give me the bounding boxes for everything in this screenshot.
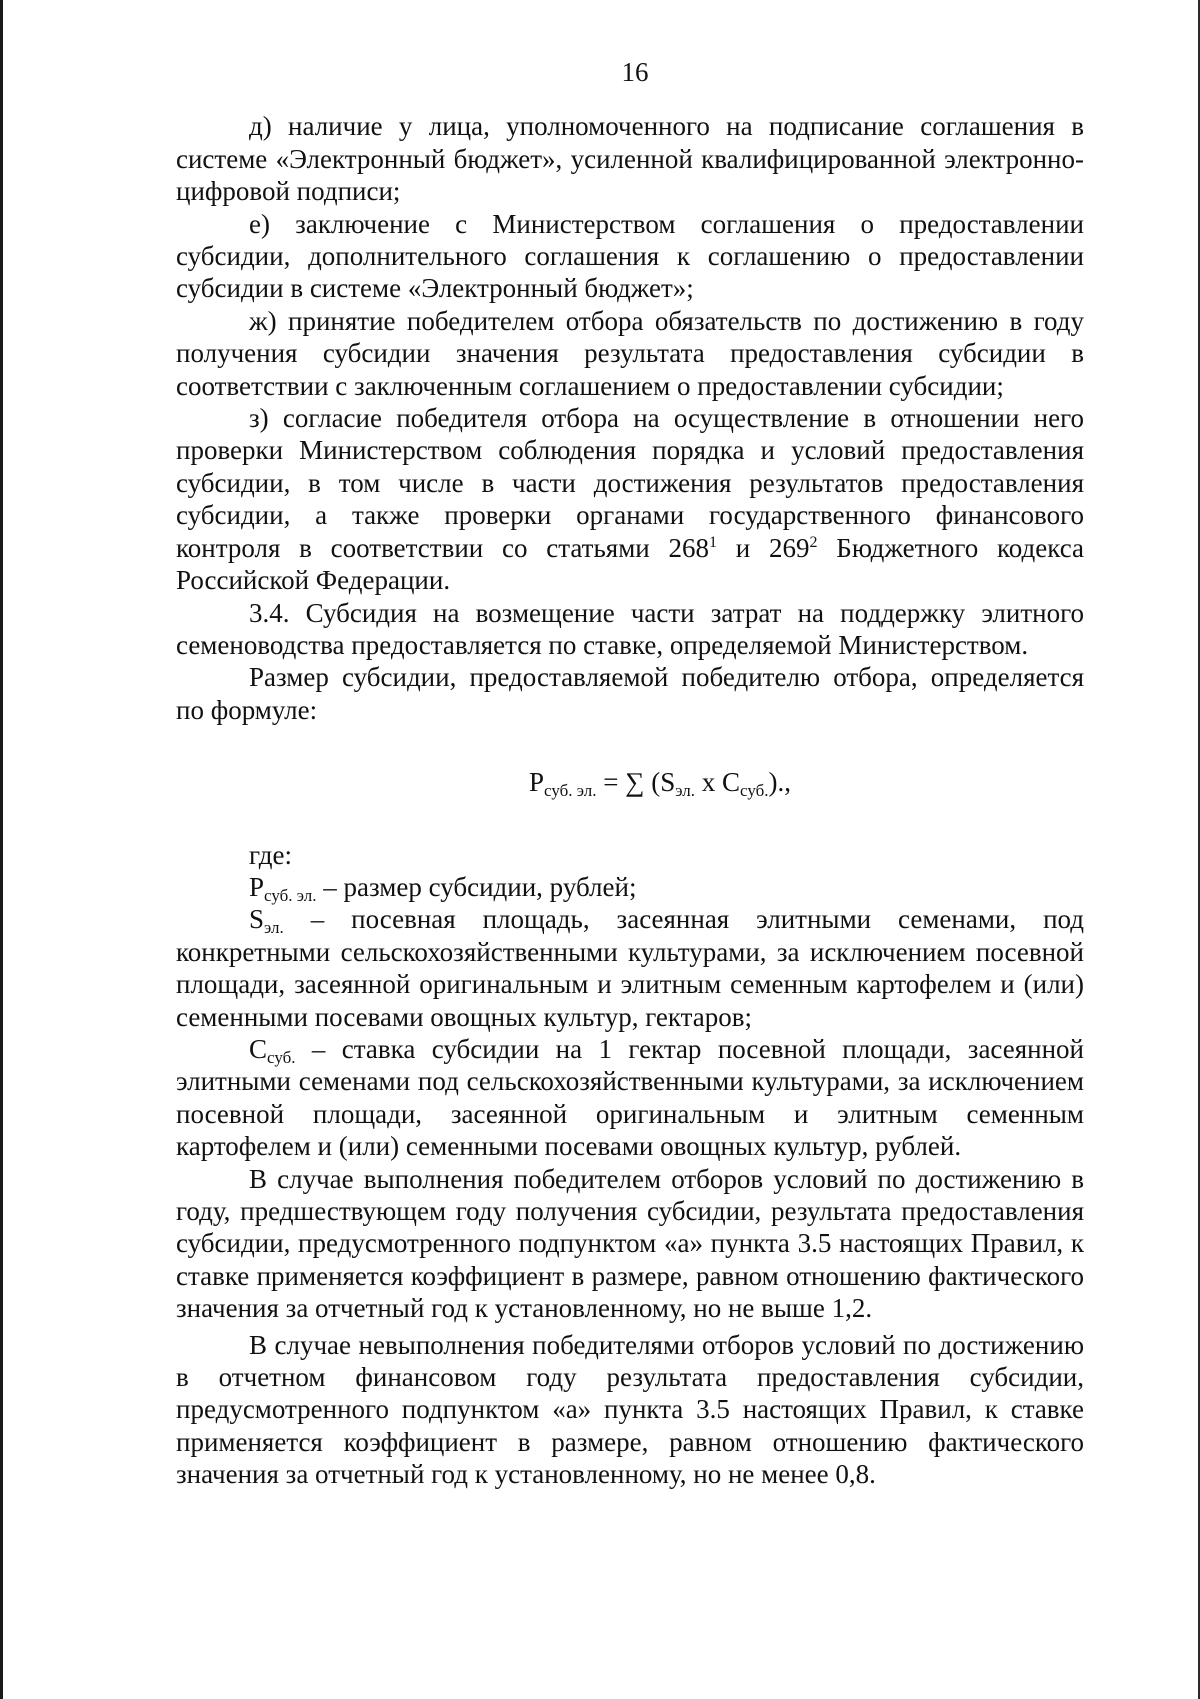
definition-p-subscript: суб. эл. xyxy=(264,885,317,905)
definition-p-symbol: P xyxy=(249,871,265,902)
item-z-text-mid: и 269 xyxy=(717,532,810,563)
page-number: 16 xyxy=(621,57,649,87)
formula-p-subscript: суб. эл. xyxy=(544,781,597,801)
scan-edge-left xyxy=(0,0,3,1699)
definition-s-text: – посевная площадь, засеянная элитными семенами, под конкретными сельскохозяйственными культурами, за исключением посевной площади, засеянной оригинальным и элитным семенным картофелем и (или) семенными посевами овощных культур, гектаров; xyxy=(176,904,1084,1032)
item-zh: ж) принятие победителем отбора обязательств по достижению в году получения субсидии значения результата предоставления субсидии в соответствии с заключенным соглашением о предоставлении субсидии; xyxy=(176,305,1084,401)
section-3-4-paragraph: 3.4. Субсидия на возмещение части затрат на поддержку элитного семеноводства предоставляется по ставке, определяемой Министерством. xyxy=(176,597,1084,660)
definition-p xyxy=(176,871,1084,903)
definition-c-text: – ставка субсидии на 1 гектар посевной площади, засеянной элитными семенами под сельскохозяйственными культурами, за исключением посевной площади, засеянной оригинальным и элитным семенным картофелем и (или) семенными посевами овощных культур, рублей. xyxy=(176,1033,1084,1162)
coefficient-decrease-paragraph: В случае невыполнения победителями отборов условий по достижению в отчетном финансовом году результата предоставления субсидии, предусмотренного подпунктом «а» пункта 3.5 настоящих Правил, к ставке применяется коэффициент в размере, равном отношению фактического значения за отчетный год к установленному, но не менее 0,8. xyxy=(176,1329,1084,1490)
item-d: д) наличие у лица, уполномоченного на подписание соглашения в системе «Электронный бюджет», усиленной квалифицированной электронно-цифровой подписи; xyxy=(176,111,1084,207)
item-e: е) заключение с Министерством соглашения о предоставлении субсидии, дополнительного соглашения к соглашению о предоставлении субсидии в системе «Электронный бюджет»; xyxy=(176,208,1084,304)
coefficient-increase-paragraph: В случае выполнения победителем отборов условий по достижению в году, предшествующем году получения субсидии, результата предоставления субсидии, предусмотренного подпунктом «а» пункта 3.5 настоящих Правил, к ставке применяется коэффициент в размере, равном отношению фактического значения за отчетный год к установленному, но не выше 1,2. xyxy=(176,1163,1084,1324)
item-z-text-end: Бюджетного кодекса Российской Федерации. xyxy=(176,532,1084,596)
subsidy-size-paragraph: Размер субсидии, предоставляемой победителю отбора, определяется по формуле: xyxy=(176,662,1084,725)
definition-c-symbol: C xyxy=(249,1033,268,1064)
item-z-text-start: з) согласие победителя отбора на осуществление в отношении него проверки Министерством соблюдения порядка и условий предоставления субсидии, в том числе в части достижения результатов предоставления субсидии, а также проверки органами государственного финансового контроля в соответствии со статьями 268 xyxy=(176,403,1084,563)
item-z xyxy=(176,402,1084,596)
article-269-superscript: 2 xyxy=(809,533,818,551)
article-268-superscript: 1 xyxy=(709,533,718,551)
definition-p-text: – размер субсидии, рублей; xyxy=(316,871,637,902)
definition-c-subscript: суб. xyxy=(267,1047,296,1067)
formula-sum: = ∑ (S xyxy=(596,767,676,798)
definition-c xyxy=(176,1033,1084,1163)
formula-s-subscript: эл. xyxy=(675,781,695,801)
definition-s-symbol: S xyxy=(249,904,265,935)
definition-s xyxy=(176,903,1084,1033)
formula-p-symbol: P xyxy=(529,767,545,798)
formula-end: )., xyxy=(768,767,791,798)
definition-s-subscript: эл. xyxy=(264,918,284,938)
formula-times: x C xyxy=(694,767,740,798)
where-label: где: xyxy=(249,839,292,870)
document-page xyxy=(176,56,1084,1491)
formula-c-subscript: суб. xyxy=(740,781,769,801)
subsidy-formula xyxy=(176,766,1084,801)
